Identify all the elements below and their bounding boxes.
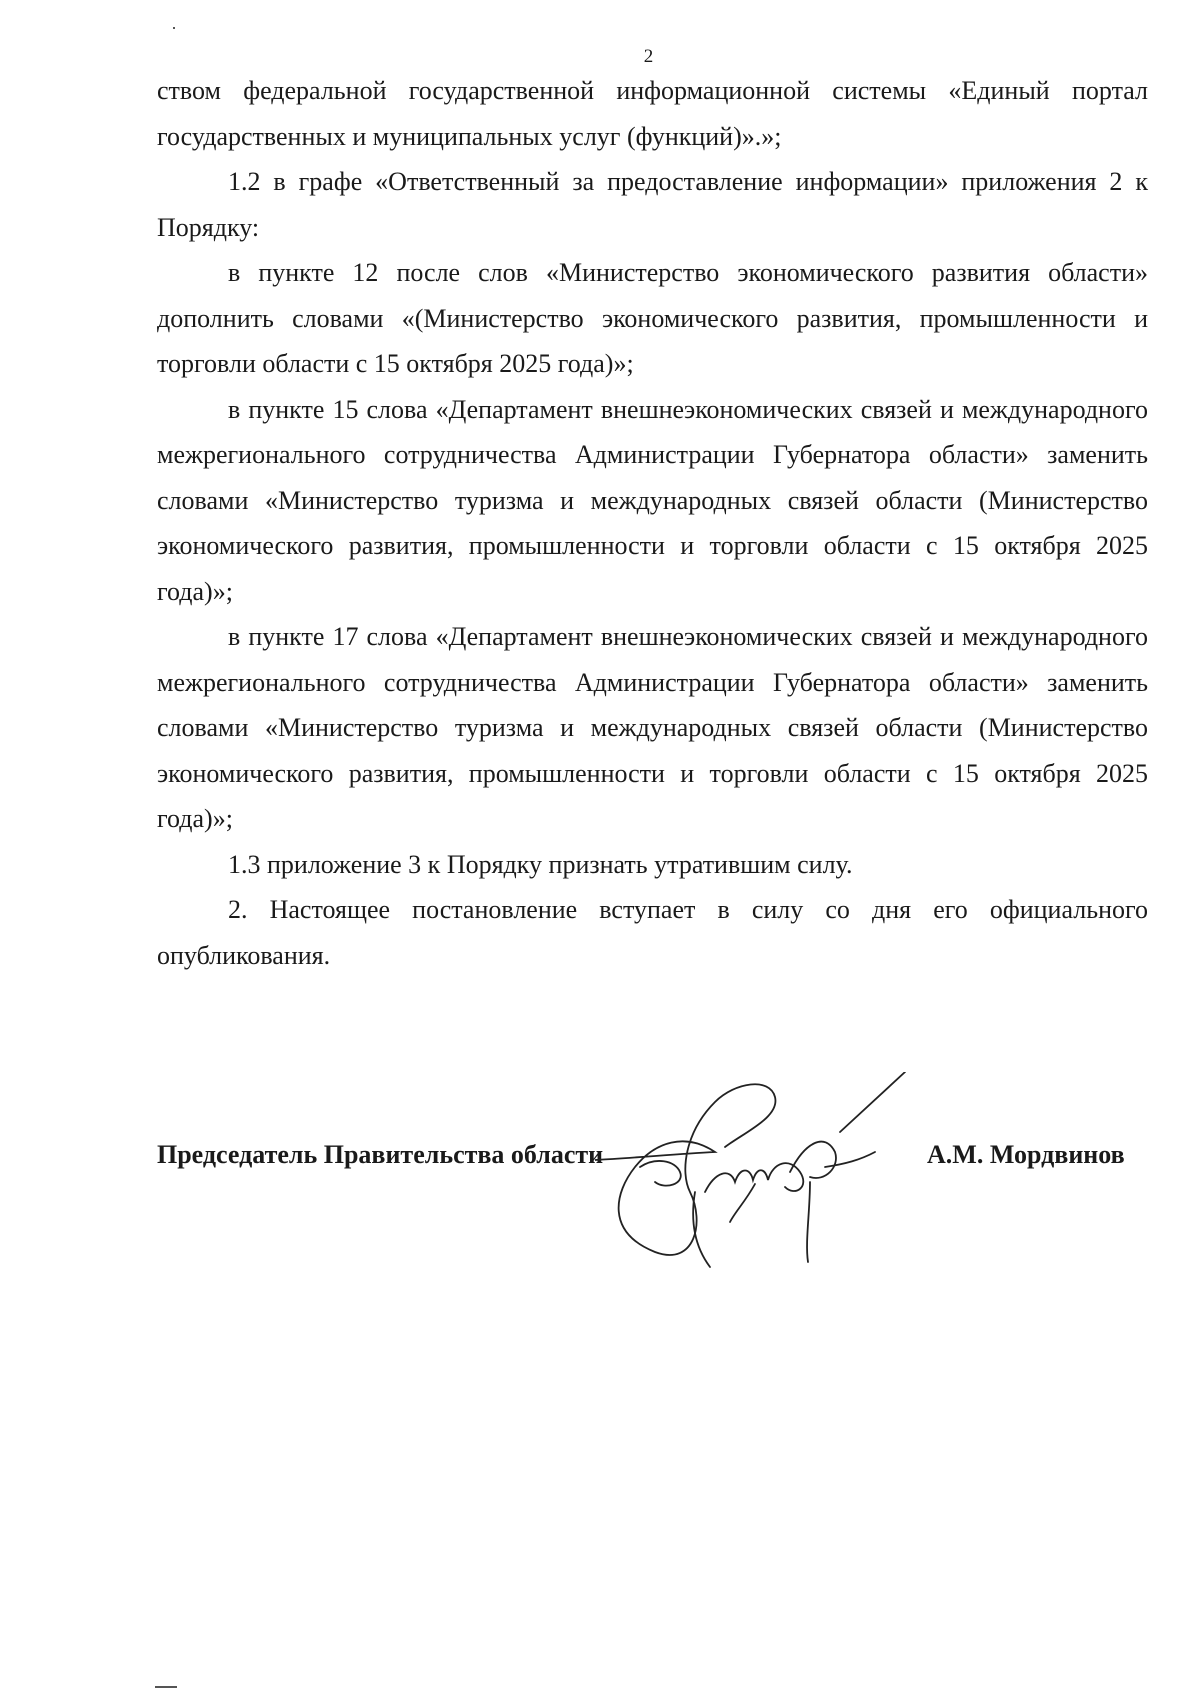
signer-name: А.М. Мордвинов — [927, 1140, 1125, 1169]
paragraph-continuation: ством федеральной государственной информационной системы «Единый портал государственных и муниципальных услуг (функций)».»; — [157, 76, 1148, 151]
paragraph-item-1-3: 1.3 приложение 3 к Порядку признать утратившим силу. — [228, 849, 853, 879]
signer-title: Председатель Правительства области — [157, 1140, 604, 1169]
scan-artifact-top — [173, 27, 175, 29]
paragraph-point-15: в пункте 15 слова «Департамент внешнеэкономических связей и международного межрегионального сотрудничества Администрации Губернатора области» заменить словами «Министерство туризма и международных связей области (Министерство экономического развития, промышленности и торговли области с 15 октября 2025 года)»; — [157, 394, 1148, 606]
page-number: 2 — [643, 46, 654, 67]
paragraph-point-12: в пункте 12 после слов «Министерство экономического развития области» дополнить словами «(Министерство экономического развития, промышленности и торговли области с 15 октября 2025 года)»; — [157, 258, 1148, 378]
paragraph-item-1-2: 1.2 в графе «Ответственный за предоставление информации» приложения 2 к Порядку: — [157, 167, 1148, 242]
paragraph-point-17: в пункте 17 слова «Департамент внешнеэкономических связей и международного межрегионального сотрудничества Администрации Губернатора области» заменить словами «Министерство туризма и международных связей области (Министерство экономического развития, промышленности и торговли области с 15 октября 2025 года)»; — [157, 622, 1148, 833]
paragraph-item-2: 2. Настоящее постановление вступает в силу со дня его официального опубликования. — [157, 895, 1148, 970]
handwritten-signature-icon — [595, 1072, 955, 1272]
document-body — [157, 68, 1148, 978]
scan-artifact-bottom — [155, 1686, 177, 1688]
